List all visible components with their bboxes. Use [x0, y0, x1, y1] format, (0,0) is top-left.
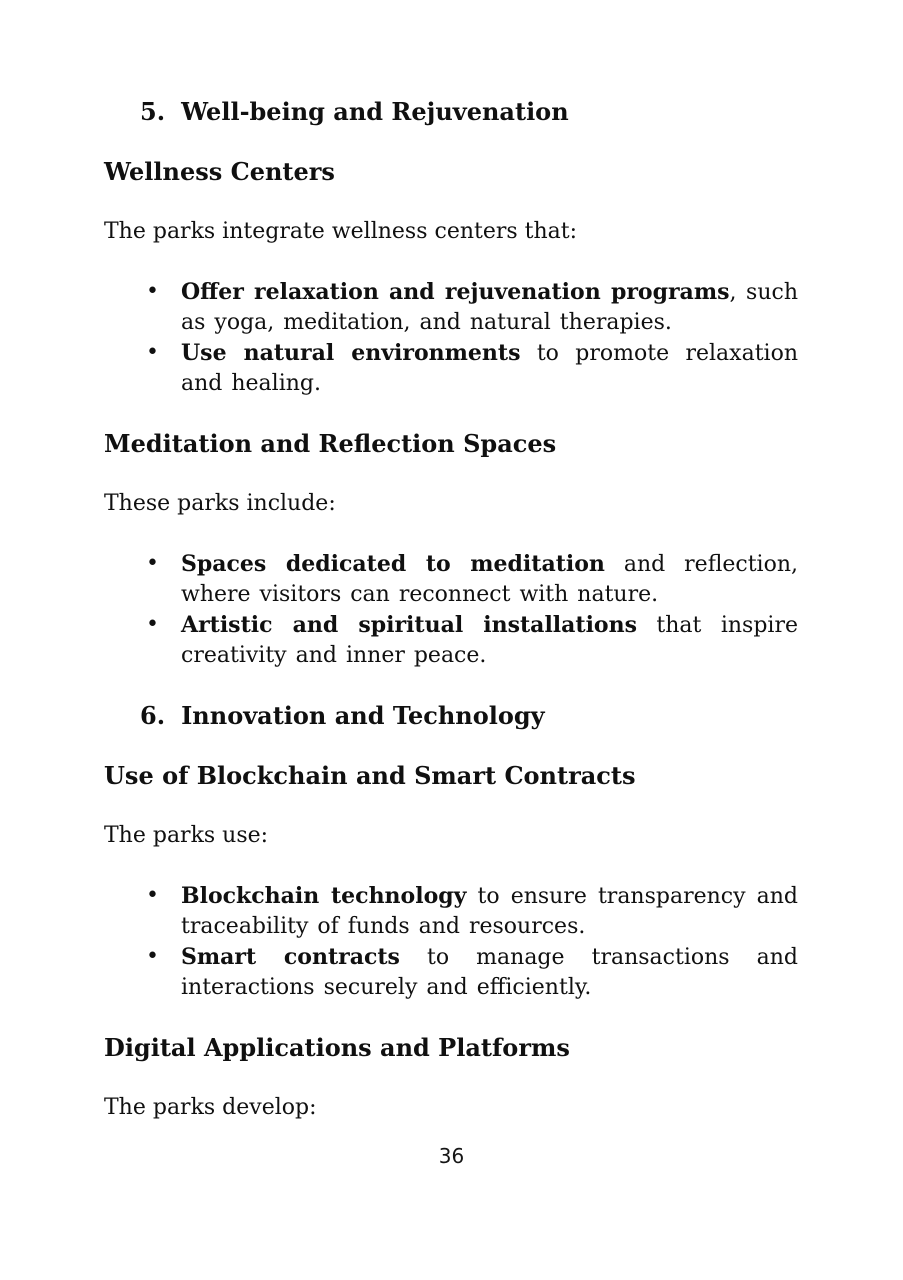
bullet-item [104, 942, 798, 1003]
paragraph-blockchain-intro: The parks use: [104, 823, 269, 848]
section-heading-wellbeing [140, 97, 798, 127]
paragraph-wellness-intro: The parks integrate wellness centers that: [104, 219, 578, 244]
bullet-rest-text: to manage transactions and interactions securely and efficiently. [181, 945, 798, 1000]
bullet-marker: • [146, 340, 159, 365]
bullet-item [104, 549, 798, 610]
paragraph-digital-intro: The parks develop: [104, 1095, 317, 1120]
page-number: 36 [438, 1144, 465, 1168]
section-number: 5. [140, 97, 166, 126]
bullet-list-wellness [104, 277, 798, 399]
bullet-bold-text: Smart contracts [181, 944, 400, 970]
bullet-rest-text: to promote relaxation and healing. [181, 341, 798, 396]
bullet-item [104, 881, 798, 942]
bullet-rest-text: , such as yoga, meditation, and natural therapies. [181, 280, 799, 335]
bullet-rest-text: and reflection, where visitors can reconnect with nature. [181, 552, 798, 607]
bullet-bold-text: Use natural environments [181, 340, 521, 366]
bullet-bold-text: Blockchain technology [181, 883, 467, 909]
bullet-rest-text: to ensure transparency and traceability of funds and resources. [181, 884, 798, 939]
section-title: Innovation and Technology [181, 701, 545, 730]
paragraph-meditation-intro: These parks include: [104, 491, 336, 516]
bullet-list-meditation [104, 549, 798, 671]
bullet-item [104, 338, 798, 399]
bullet-list-blockchain [104, 881, 798, 1003]
bullet-rest-text: that inspire creativity and inner peace. [181, 613, 798, 668]
bullet-marker: • [146, 279, 159, 304]
section-heading-innovation [140, 701, 798, 731]
bullet-item [104, 277, 798, 338]
bullet-bold-text: Offer relaxation and rejuvenation programs [181, 279, 730, 305]
bullet-marker: • [146, 944, 159, 969]
subheading-blockchain-contracts: Use of Blockchain and Smart Contracts [104, 761, 636, 790]
section-number: 6. [140, 701, 166, 730]
section-title: Well-being and Rejuvenation [181, 97, 569, 126]
bullet-bold-text: Artistic and spiritual installations [181, 612, 637, 638]
bullet-marker: • [146, 883, 159, 908]
bullet-marker: • [146, 612, 159, 637]
subheading-meditation-spaces: Meditation and Reflection Spaces [104, 429, 557, 458]
bullet-bold-text: Spaces dedicated to meditation [181, 551, 605, 577]
subheading-wellness-centers: Wellness Centers [104, 157, 335, 186]
subheading-digital-platforms: Digital Applications and Platforms [104, 1033, 570, 1062]
bullet-item [104, 610, 798, 671]
bullet-marker: • [146, 551, 159, 576]
